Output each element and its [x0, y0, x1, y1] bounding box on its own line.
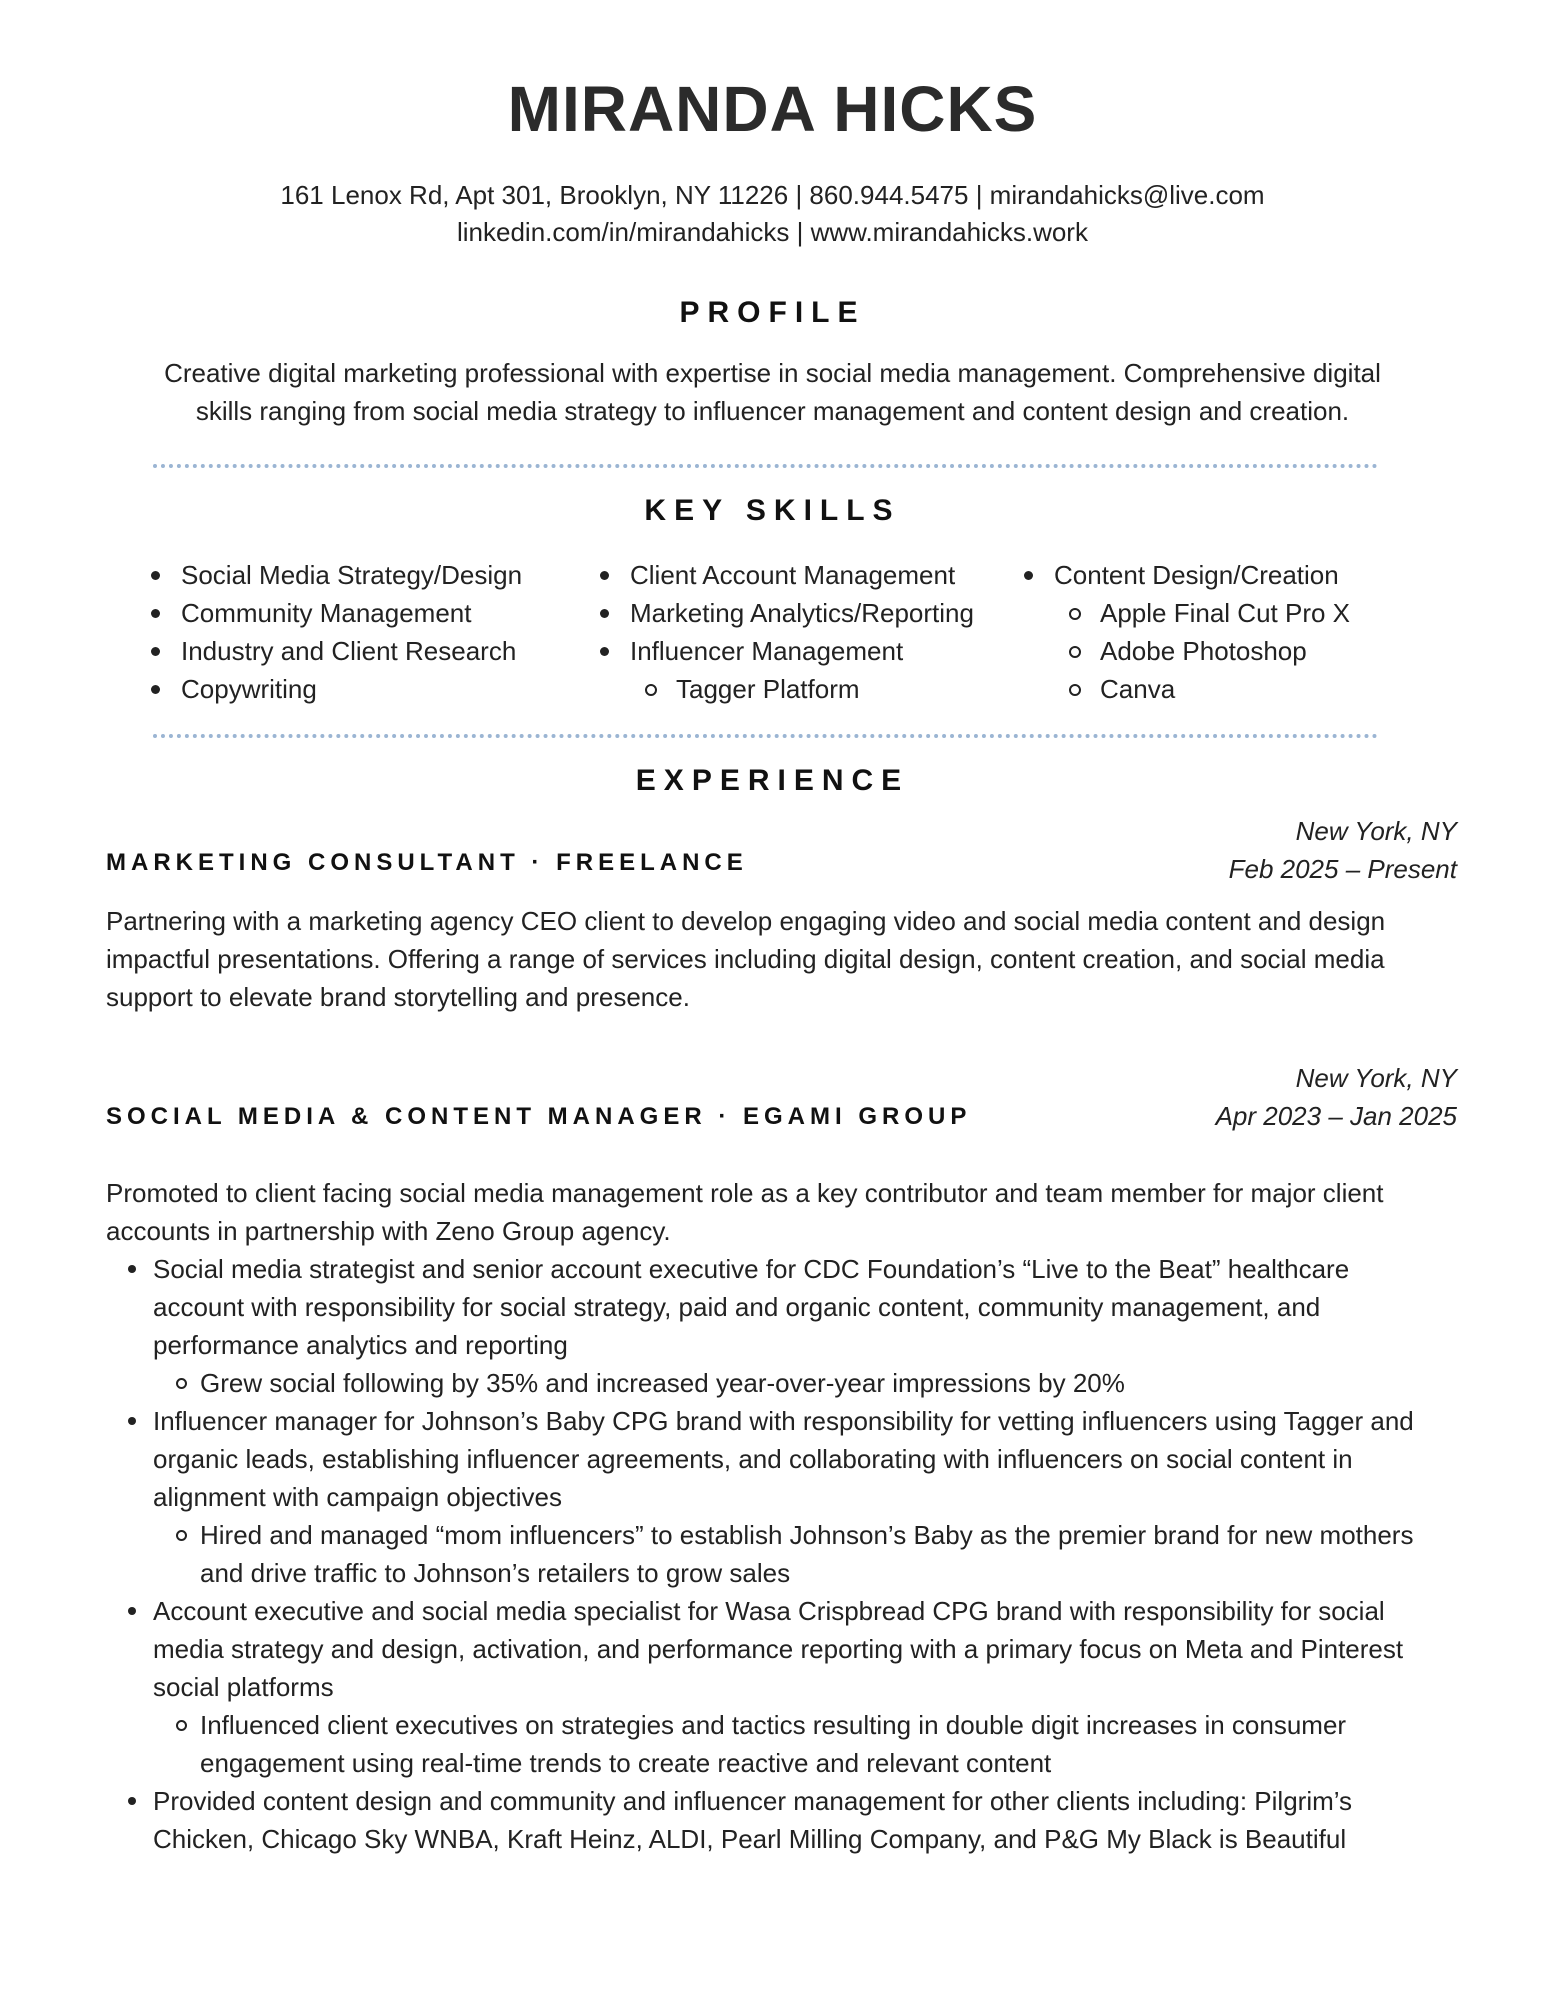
skills-column-1	[149, 556, 522, 708]
skills-column-2	[598, 556, 974, 708]
job-1-summary: Partnering with a marketing agency CEO client to develop engaging video and social media content and design impactful presentations. Offering a range of services including digital design, content creation, and social media support to elevate brand storytelling and presence.	[106, 906, 1386, 1012]
skill-item: Community Management	[149, 594, 522, 632]
section-divider	[153, 464, 1378, 468]
skills-column-3	[1022, 556, 1350, 708]
skill-item: Client Account Management	[598, 556, 974, 594]
profile-text-line-1: Creative digital marketing professional with expertise in social media management. Comprehensive digital	[164, 358, 1381, 388]
job-2-bullet: Account executive and social media specialist for Wasa Crispbread CPG brand with responsibility for social media strategy and design, activation, and performance reporting with a primary focus on Meta and Pinterest social platforms	[106, 1592, 1446, 1706]
skill-item: Content Design/Creation	[1022, 556, 1350, 594]
skill-sub-item: Tagger Platform	[598, 670, 974, 708]
skill-item: Marketing Analytics/Reporting	[598, 594, 974, 632]
skill-sub-item: Adobe Photoshop	[1022, 632, 1350, 670]
job-2-location: New York, NY	[1295, 1063, 1457, 1093]
job-2-dates: Apr 2023 – Jan 2025	[1215, 1101, 1457, 1131]
job-1-location: New York, NY	[1295, 816, 1457, 846]
job-2-meta	[1216, 1059, 1457, 1135]
skill-item: Industry and Client Research	[149, 632, 522, 670]
profile-text-line-2: skills ranging from social media strategy to influencer management and content design and creation.	[195, 396, 1350, 426]
job-2-sub-bullet: Influenced client executives on strategies and tactics resulting in double digit increases in consumer engagement using real-time trends to create reactive and relevant content	[106, 1706, 1446, 1782]
job-2-sub-bullet: Grew social following by 35% and increased year-over-year impressions by 20%	[106, 1364, 1446, 1402]
candidate-name: MIRANDA HICKS	[507, 73, 1038, 145]
job-2-sub-bullet: Hired and managed “mom influencers” to establish Johnson’s Baby as the premier brand for new mothers and drive traffic to Johnson’s retailers to grow sales	[106, 1516, 1446, 1592]
experience-heading: EXPERIENCE	[635, 764, 910, 797]
profile-heading: PROFILE	[679, 296, 866, 329]
contact-line-address: 161 Lenox Rd, Apt 301, Brooklyn, NY 11226 | 860.944.5475 | mirandahicks@live.com	[280, 180, 1265, 210]
job-1-meta	[1229, 812, 1457, 888]
skill-item: Copywriting	[149, 670, 522, 708]
key-skills-heading: KEY SKILLS	[644, 494, 901, 527]
job-2-title: SOCIAL MEDIA & CONTENT MANAGER · EGAMI GROUP	[106, 1103, 972, 1130]
job-2-summary: Promoted to client facing social media management role as a key contributor and team member for major client accounts in partnership with Zeno Group agency.	[106, 1178, 1384, 1246]
job-2-bullet: Influencer manager for Johnson’s Baby CPG brand with responsibility for vetting influencers using Tagger and organic leads, establishing influencer agreements, and collaborating with influencers on social content in alignment with campaign objectives	[106, 1402, 1446, 1516]
skill-sub-item: Canva	[1022, 670, 1350, 708]
skill-item: Social Media Strategy/Design	[149, 556, 522, 594]
job-1-dates: Feb 2025 – Present	[1228, 854, 1457, 884]
job-2-bullets	[106, 1250, 1446, 1858]
contact-line-links: linkedin.com/in/mirandahicks | www.mirandahicks.work	[457, 217, 1088, 247]
skill-sub-item: Apple Final Cut Pro X	[1022, 594, 1350, 632]
job-2-bullet: Provided content design and community and influencer management for other clients including: Pilgrim’s Chicken, Chicago Sky WNBA, Kraft Heinz, ALDI, Pearl Milling Company, and P&G My Black is Beautiful	[106, 1782, 1446, 1858]
job-1-title: MARKETING CONSULTANT · FREELANCE	[106, 849, 748, 876]
skill-item: Influencer Management	[598, 632, 974, 670]
section-divider	[153, 734, 1378, 738]
job-2-bullet: Social media strategist and senior account executive for CDC Foundation’s “Live to the Beat” healthcare account with responsibility for social strategy, paid and organic content, community management, and performance analytics and reporting	[106, 1250, 1446, 1364]
